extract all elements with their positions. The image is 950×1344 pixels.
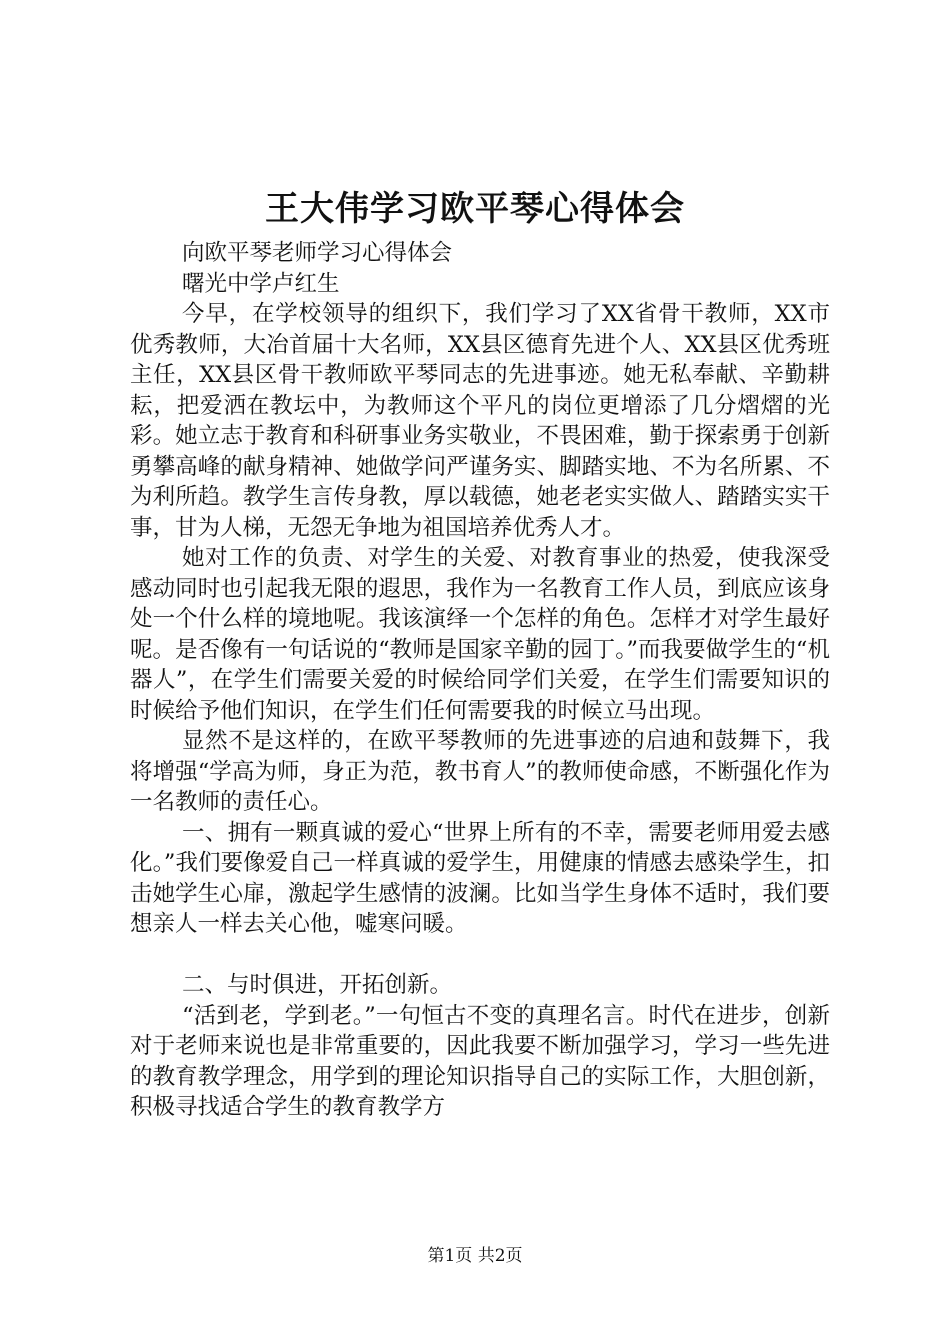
- document-body: [130, 238, 830, 1123]
- paragraph: 一、拥有一颗真诚的爱心“世界上所有的不幸，需要老师用爱去感化。”我们要像爱自己一样真诚的爱学生，用健康的情感去感染学生，扣击她学生心扉，激起学生感情的波澜。比如当学生身体不适时，我们要想亲人一样去关心他，嘘寒问暖。: [130, 819, 830, 937]
- document-title: 王大伟学习欧平琴心得体会: [265, 189, 685, 229]
- paragraph: 她对工作的负责、对学生的关爱、对教育事业的热爱，使我深受感动同时也引起我无限的遐思，我作为一名教育工作人员，到底应该身处一个什么样的境地呢。我该演绎一个怎样的角色。怎样才对学生最好呢。是否像有一句话说的“教师是国家辛勤的园丁。”而我要做学生的“机器人”，在学生们需要关爱的时候给同学们关爱，在学生们需要知识的时候给予他们知识，在学生们任何需要我的时候立马出现。: [130, 545, 830, 724]
- subtitle-line: 向欧平琴老师学习心得体会: [182, 240, 453, 266]
- author-line: 曙光中学卢红生: [182, 270, 340, 297]
- paragraph: “活到老，学到老。”一句恒古不变的真理名言。时代在进步，创新对于老师来说也是非常重要的，因此我要不断加强学习，学习一些先进的教育教学理念，用学到的理论知识指导自己的实际工作，大胆创新，积极寻找适合学生的教育教学方: [130, 1002, 830, 1120]
- blank-line: [130, 940, 830, 971]
- paragraph: 显然不是这样的，在欧平琴教师的先进事迹的启迪和鼓舞下，我将增强“学高为师，身正为范，教书育人”的教师使命感，不断强化作为一名教师的责任心。: [130, 728, 830, 815]
- section-heading: 二、与时俱进，开拓创新。: [182, 972, 453, 998]
- paragraph: 今早，在学校领导的组织下，我们学习了XX省骨干教师，XX市优秀教师，大冶首届十大名师，XX县区德育先进个人、XX县区优秀班主任，XX县区骨干教师欧平琴同志的先进事迹。她无私奉献、辛勤耕耘，把爱洒在教坛中，为教师这个平凡的岗位更增添了几分熠熠的光彩。她立志于教育和科研事业务实敬业，不畏困难，勤于探索勇于创新勇攀高峰的献身精神、她做学问严谨务实、脚踏实地、不为名所累、不为利所趋。教学生言传身教，厚以载德，她老老实实做人、踏踏实实干事，甘为人梯，无怨无争地为祖国培养优秀人才。: [130, 301, 830, 541]
- page-footer: 第1页 共2页: [427, 1246, 523, 1266]
